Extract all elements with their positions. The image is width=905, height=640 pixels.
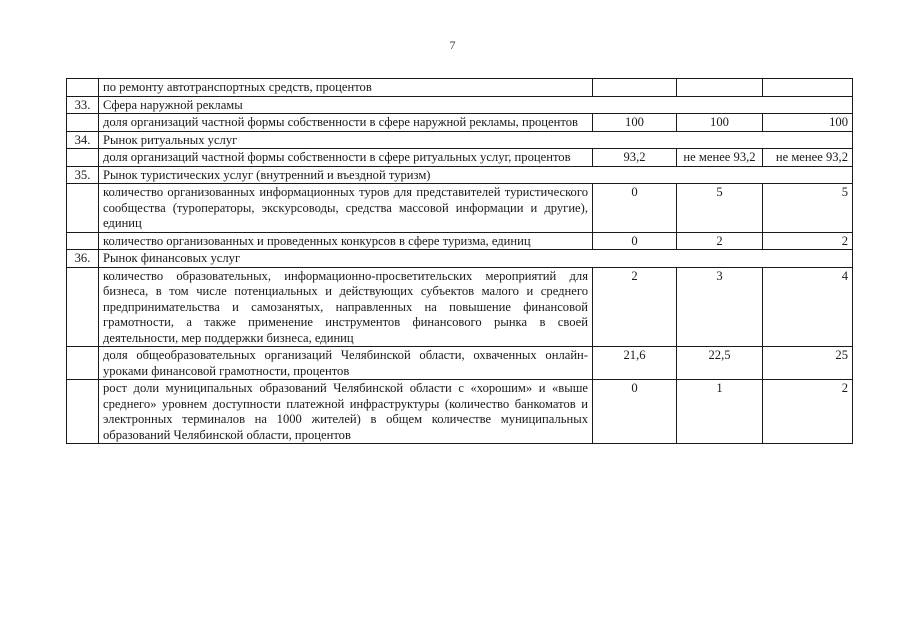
section-number: 35. [67,166,99,184]
section-row [67,131,853,149]
row-number-empty [67,79,99,97]
indicator-description: рост доли муниципальных образований Челябинской области с «хорошим» и «выше среднего» уровнем доступности платежной инфраструктуры (количество банкоматов и электронных терминалов на 1000 жителей) в общем количестве муниципальных образований Челябинской области, процентов [99,380,593,444]
indicator-value-1: 0 [593,380,677,444]
indicator-value-2: 1 [677,380,763,444]
indicator-value-2: 22,5 [677,347,763,380]
indicator-description: количество организованных информационных туров для представителей туристического сообщества (туроператоры, экскурсоводы, средства массовой информации и другие), единиц [99,184,593,233]
indicator-value-2: 3 [677,267,763,347]
indicator-value-3: 2 [763,232,853,250]
section-row [67,96,853,114]
row-number-empty [67,114,99,132]
indicator-description: доля общеобразовательных организаций Челябинской области, охваченных онлайн-уроками финансовой грамотности, процентов [99,347,593,380]
section-number: 34. [67,131,99,149]
indicator-value-2: 100 [677,114,763,132]
row-number-empty [67,232,99,250]
indicator-description: по ремонту автотранспортных средств, процентов [99,79,593,97]
section-number: 36. [67,250,99,268]
indicator-value-1: 0 [593,184,677,233]
indicator-description: доля организаций частной формы собственности в сфере наружной рекламы, процентов [99,114,593,132]
indicator-value-2: не менее 93,2 [677,149,763,167]
page-number: 7 [449,38,456,52]
indicator-description: количество организованных и проведенных конкурсов в сфере туризма, единиц [99,232,593,250]
indicator-value-3: 2 [763,380,853,444]
indicator-value-1: 0 [593,232,677,250]
row-number-empty [67,184,99,233]
indicator-value-3: 100 [763,114,853,132]
indicator-value-1: 21,6 [593,347,677,380]
indicator-row [67,184,853,233]
indicator-value-1: 93,2 [593,149,677,167]
indicators-table [66,78,853,444]
section-row [67,166,853,184]
section-title: Рынок финансовых услуг [99,250,853,268]
indicator-row [67,149,853,167]
section-row [67,250,853,268]
section-number: 33. [67,96,99,114]
indicator-row [67,380,853,444]
indicator-description: доля организаций частной формы собственности в сфере ритуальных услуг, процентов [99,149,593,167]
indicator-row [67,267,853,347]
section-title: Рынок ритуальных услуг [99,131,853,149]
indicator-value-3 [763,79,853,97]
indicator-value-3: 5 [763,184,853,233]
indicator-value-3: 4 [763,267,853,347]
indicator-row [67,79,853,97]
indicator-value-2: 2 [677,232,763,250]
row-number-empty [67,149,99,167]
indicator-value-1: 100 [593,114,677,132]
section-title: Сфера наружной рекламы [99,96,853,114]
row-number-empty [67,380,99,444]
indicator-row [67,114,853,132]
indicator-value-3: 25 [763,347,853,380]
indicators-table-body [67,79,853,444]
indicator-value-3: не менее 93,2 [763,149,853,167]
indicator-value-2: 5 [677,184,763,233]
row-number-empty [67,267,99,347]
row-number-empty [67,347,99,380]
indicator-description: количество образовательных, информационно-просветительских мероприятий для бизнеса, в том числе потенциальных и действующих субъектов малого и среднего предпринимательства и самозанятых, направленных на повышение финансовой грамотности, а также применение инструментов финансового рынка в своей деятельности, мер поддержки бизнеса, единиц [99,267,593,347]
section-title: Рынок туристических услуг (внутренний и въездной туризм) [99,166,853,184]
indicator-row [67,347,853,380]
indicator-row [67,232,853,250]
indicator-value-1 [593,79,677,97]
indicator-value-1: 2 [593,267,677,347]
indicator-value-2 [677,79,763,97]
